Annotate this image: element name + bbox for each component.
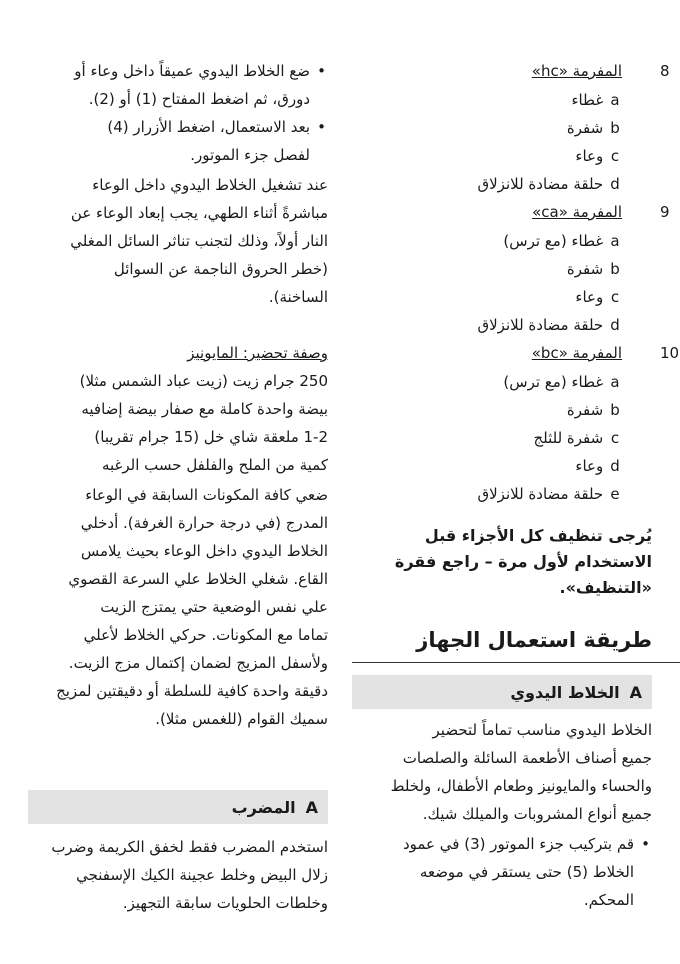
sub-item: d حلقة مضادة للانزلاق [477, 175, 620, 193]
item-title: المفرمة «bc» [531, 344, 622, 362]
sub-item: c وعاء [575, 147, 620, 165]
section-divider [352, 662, 680, 663]
item-title: المفرمة «hc» [531, 62, 622, 80]
item-number: 8 [660, 62, 670, 80]
item-title: المفرمة «ca» [532, 203, 622, 221]
sub-item: e حلقة مضادة للانزلاق [477, 485, 620, 503]
sub-item: b شفرة [566, 119, 620, 137]
whisk-band: Aالمضرب [28, 790, 328, 824]
sub-item: a غطاء [571, 91, 620, 109]
sub-item: c وعاء [575, 288, 620, 306]
recipe-title: وصفة تحضير: المايونيز [187, 344, 328, 362]
sub-item: a غطاء (مع ترس) [503, 373, 620, 391]
sub-item: a غطاء (مع ترس) [503, 232, 620, 250]
sub-item: d وعاء [575, 457, 620, 475]
sub-item: d حلقة مضادة للانزلاق [477, 316, 620, 334]
item-number: 10 [660, 344, 680, 362]
sub-item: b شفرة [566, 401, 620, 419]
item-number: 9 [660, 203, 670, 221]
section-title: طريقة استعمال الجهاز [416, 628, 652, 652]
sub-item: c شفرة للثلج [533, 429, 620, 447]
sub-item: b شفرة [566, 260, 620, 278]
hand-blender-band: Aالخلاط اليدوي [352, 675, 652, 709]
